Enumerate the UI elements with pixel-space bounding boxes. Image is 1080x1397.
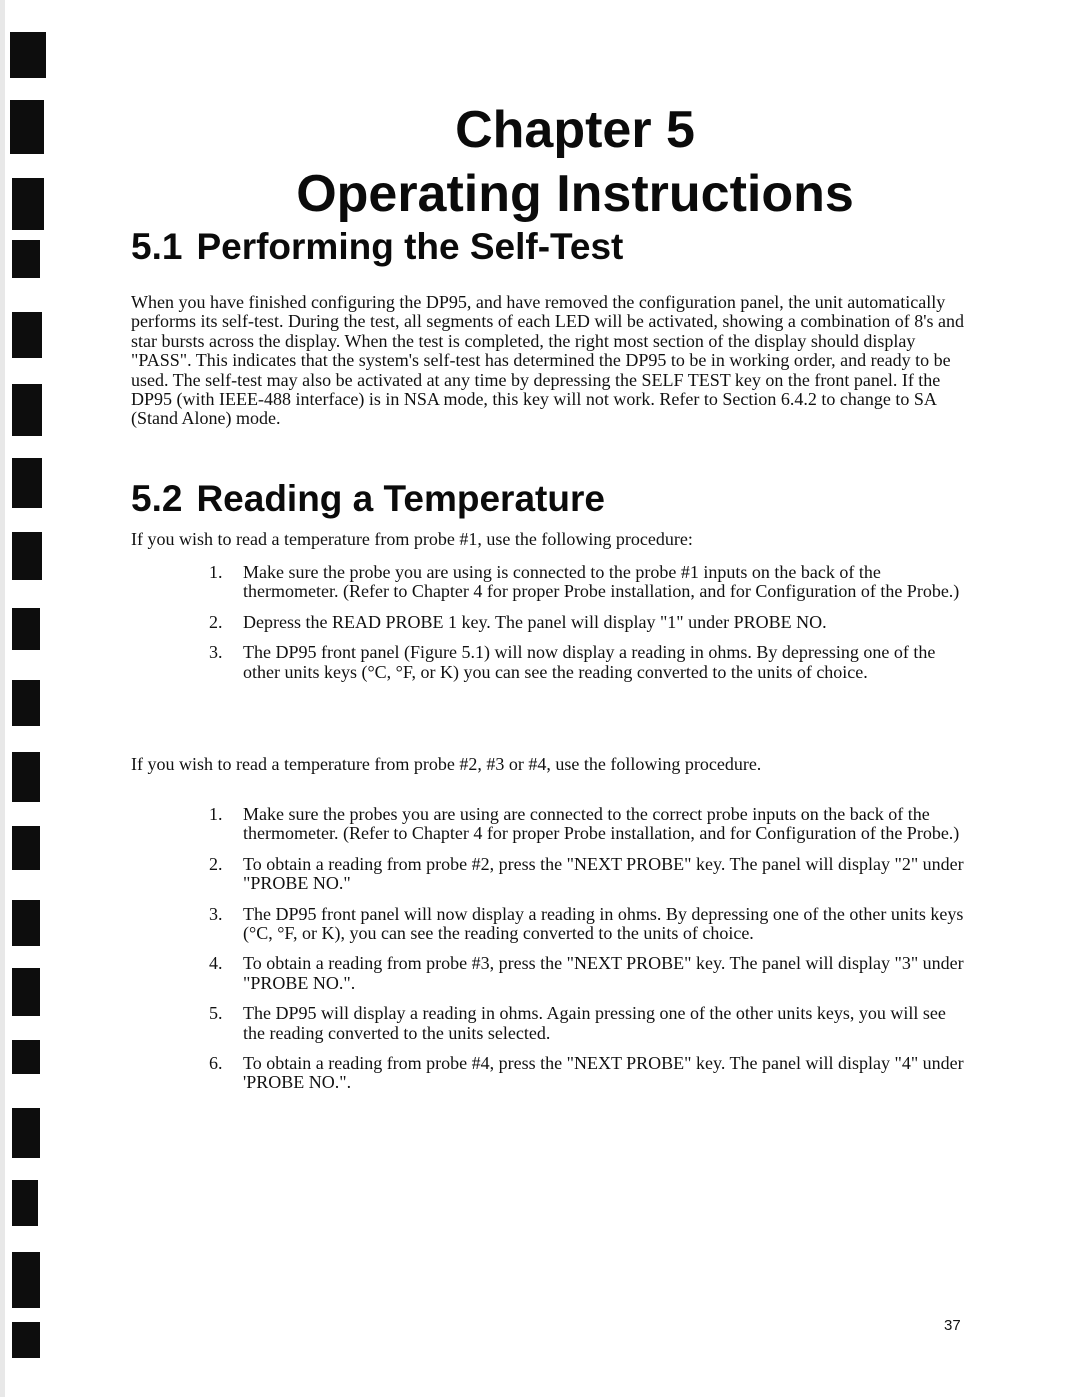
- binding-tab: [12, 1108, 40, 1158]
- probe1-intro: If you wish to read a temperature from probe #1, use the following procedure:: [131, 529, 693, 549]
- step-number: 2.: [209, 611, 223, 632]
- binding-tab: [12, 680, 40, 726]
- other-probes-intro: If you wish to read a temperature from probe #2, #3 or #4, use the following procedure.: [131, 754, 762, 774]
- binding-tab: [12, 608, 40, 650]
- step-text: Depress the READ PROBE 1 key. The panel will display "1" under PROBE NO.: [243, 611, 827, 632]
- binding-tab: [10, 100, 44, 154]
- step-text: The DP95 will display a reading in ohms. Again pressing one of the other units keys, you will see the reading converted to the units selected.: [243, 1003, 946, 1043]
- section-title: Reading a Temperature: [196, 478, 605, 519]
- binding-tab: [12, 384, 42, 436]
- probe1-steps: [131, 563, 966, 682]
- binding-tab: [12, 752, 40, 802]
- section-number: 5.2: [131, 478, 183, 519]
- step-text: To obtain a reading from probe #2, press the "NEXT PROBE" key. The panel will display "2" under "PROBE NO.": [243, 853, 964, 894]
- chapter-title: Operating Instructions: [296, 165, 854, 223]
- list-item: [131, 643, 966, 682]
- step-number: 3.: [209, 903, 223, 924]
- chapter-heading: [100, 98, 1050, 226]
- step-text: Make sure the probes you are using are connected to the correct probe inputs on the back of the thermometer. (Refer to Chapter 4 for proper Probe installation, and for Configuration of the Probe.): [243, 804, 960, 844]
- binding-tab: [12, 1322, 40, 1358]
- list-item: [131, 563, 966, 602]
- binding-tab: [10, 32, 46, 78]
- step-number: 3.: [209, 642, 223, 663]
- step-text: Make sure the probe you are using is connected to the probe #1 inputs on the back of the thermometer. (Refer to Chapter 4 for proper Probe installation, and for Configuration of the Probe.): [243, 562, 960, 602]
- binding-tab: [12, 240, 40, 278]
- section-number: 5.1: [131, 226, 183, 267]
- section-heading-5-2: [131, 477, 605, 521]
- step-number: 6.: [209, 1053, 223, 1074]
- binding-tab: [12, 1180, 38, 1226]
- step-number: 5.: [209, 1003, 223, 1024]
- binding-tab: [12, 900, 40, 946]
- step-number: 4.: [209, 953, 223, 974]
- binding-edge: [0, 0, 5, 1397]
- step-text: The DP95 front panel (Figure 5.1) will now display a reading in ohms. By depressing one of the other units keys (°C, °F, or K) you can see the reading converted to the units of choice.: [243, 642, 936, 682]
- step-text: The DP95 front panel will now display a reading in ohms. By depressing one of the other units keys (°C, °F, or K), you can see the reading converted to the units of choice.: [243, 903, 964, 944]
- list-item: [131, 954, 966, 993]
- binding-tab: [12, 826, 40, 870]
- list-item: [131, 905, 966, 944]
- list-item: [131, 805, 966, 844]
- binding-tab: [12, 312, 42, 358]
- binding-tab: [12, 1252, 40, 1308]
- binding-tab: [12, 968, 40, 1016]
- chapter-number: Chapter 5: [455, 101, 695, 159]
- section-heading-5-1: [131, 225, 623, 269]
- step-text: To obtain a reading from probe #4, press the "NEXT PROBE" key. The panel will display "4" under 'PROBE NO.".: [243, 1053, 964, 1093]
- binding-tab: [12, 178, 44, 230]
- section-title: Performing the Self-Test: [196, 226, 624, 267]
- spiral-binding: [0, 0, 52, 1397]
- other-probe-steps: [131, 805, 966, 1093]
- list-item: [131, 1004, 966, 1043]
- binding-tab: [12, 1040, 40, 1074]
- list-item: [131, 1054, 966, 1093]
- list-item: [131, 613, 966, 632]
- list-item: [131, 855, 966, 894]
- step-number: 2.: [209, 853, 223, 874]
- step-text: To obtain a reading from probe #3, press the "NEXT PROBE" key. The panel will display "3" under "PROBE NO.".: [243, 953, 964, 993]
- binding-tab: [12, 458, 42, 508]
- page-number: 37: [944, 1317, 961, 1334]
- binding-tab: [12, 532, 42, 580]
- self-test-paragraph: When you have finished configuring the DP95, and have removed the configuration panel, the unit automatically performs its self-test. During the test, all segments of each LED will be activated, showing a combination of 8's and star bursts across the display. When the test is completed, the right most section of the display should display "PASS". This indicates that the system's self-test has determined the DP95 to be in working order, and ready to be used. The self-test may also be activated at any time by depressing the SELF TEST key on the front panel. If the DP95 (with IEEE-488 interface) is in NSA mode, this key will not work. Refer to Section 6.4.2 to change to SA (Stand Alone) mode.: [131, 292, 965, 429]
- step-number: 1.: [209, 562, 223, 582]
- step-number: 1.: [209, 804, 223, 824]
